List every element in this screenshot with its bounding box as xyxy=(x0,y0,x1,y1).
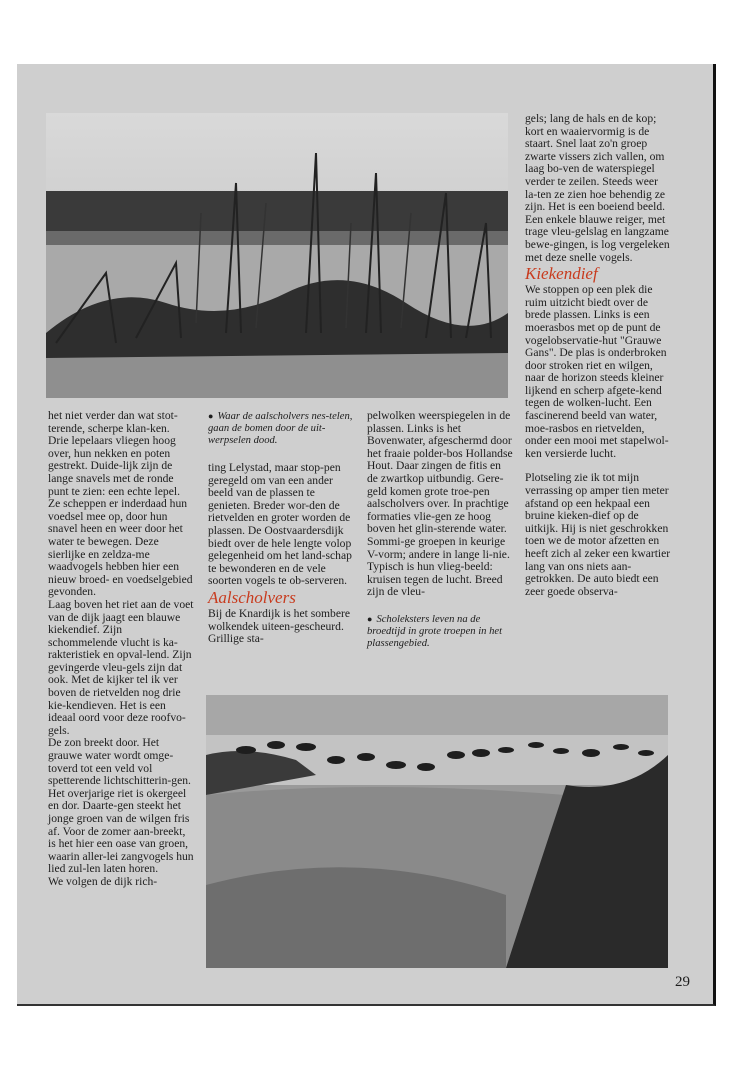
photo-oystercatchers xyxy=(206,695,668,968)
photo-reeds-trees xyxy=(46,113,508,398)
paragraph: het niet verder dan wat stot-terende, scherpe klan-ken. xyxy=(48,409,178,435)
paragraph: De zon breekt door. Het grauwe water wordt omge-toverd tot een veld vol spetterende lichtschitterin-gen. Het overjarige riet is okergeel en dor. Daarte-gen steekt het jonge groen van de wilgen fris af. Voor de zomer aan-breekt, is het hier een oase van groen, waarin aller-lei zangvogels hun lied zul-len laten horen. xyxy=(48,736,194,876)
page-number: 29 xyxy=(675,974,690,990)
text-column-3 xyxy=(367,410,513,650)
text-column-1 xyxy=(48,410,194,889)
bullet-icon: ● xyxy=(208,411,214,421)
paragraph: gels; lang de hals en de kop; kort en waaiervormig is de staart. Snel laat zo'n groep zwarte vissers zich vallen, om laag bo-ven de waterspiegel verder te zeilen. Steeds weer la-ten ze zien hoe behendig ze zijn. Het is een boeiend beeld. Een enkele blauwe reiger, met trage vleu-gelslag en langzame bewe-gingen, is log vergeleken met deze snelle vogels. xyxy=(525,112,670,264)
photo-caption-top xyxy=(208,410,354,447)
photo-reeds-trees-image xyxy=(46,113,508,398)
section-heading-kiekendief: Kiekendief xyxy=(525,264,598,284)
caption-text: Waar de aalscholvers nes-telen, gaan de bomen door de uit-werpselen dood. xyxy=(208,411,353,446)
paragraph: Drie lepelaars vliegen hoog over, hun nekken en poten gestrekt. Duide-lijk zijn de lange snavels met de ronde punt te zien: een echte lepel. Ze scheppen er inderdaad hun voedsel mee op, door hun snavel heen en weer door het water te bewegen. Deze sierlijke en zeldza-me waadvogels hebben hier een nieuw broed- en voedselgebied gevonden. xyxy=(48,434,193,599)
text-column-2 xyxy=(208,410,354,646)
paragraph: Plotseling zie ik tot mijn verrassing op amper tien meter afstand op een hekpaal een bruine kieken-dief op de uitkijk. Hij is niet geschrokken toen we de motor afzetten en heeft zich al zeker een kwartier lang van ons niets aan-getrokken. De auto biedt een zeer goede observa- xyxy=(525,471,671,598)
paragraph: We volgen de dijk rich- xyxy=(48,874,158,888)
photo-oystercatchers-image xyxy=(206,695,668,968)
photo-caption-bottom xyxy=(367,613,513,650)
text-column-4 xyxy=(525,113,671,598)
bullet-icon: ● xyxy=(367,613,373,624)
caption-text: Scholeksters leven na de broedtijd in grote troepen in het plassengebied. xyxy=(367,613,503,649)
paragraph: ting Lelystad, maar stop-pen geregeld om van een ander beeld van de plassen te genieten. Breder wor-den de rietvelden en groter worden de plassen. De Oostvaardersdijk biedt over de hele lengte volop gelegenheid om het land-schap te bewonderen en de vele soorten vogels te ob-serveren. xyxy=(208,461,352,588)
section-heading-aalscholvers: Aalscholvers xyxy=(208,587,296,607)
paragraph: Laag boven het riet aan de voet van de dijk jaagt een blauwe kiekendief. Zijn schommelende vlucht is ka-rakteristiek en opval-lend. Zijn gevingerde vleu-gels zijn dat ook. Met de kijker tel ik ver boven de rietvelden nog drie kie-kendieven. Het is een ideaal oord voor deze roofvo-gels. xyxy=(48,597,194,737)
paragraph: We stoppen op een plek die ruim uitzicht biedt over de brede plassen. Links is een moerasbos met op de punt de vogelobservatie-hut "Grauwe Gans". De plas is onderbroken door stroken riet en wilgen, naar de horizon steeds kleiner lijkend en scherp afgete-kend tegen de wolken-lucht. Een fascinerend beeld van water, moe-rasbos en rietvelden, onder een mooi met stapelwol-ken versierde lucht. xyxy=(525,283,669,460)
paragraph: Bij de Knardijk is het sombere wolkendek uiteen-gescheurd. Grillige sta- xyxy=(208,606,350,646)
paragraph: pelwolken weerspiegelen in de plassen. Links is het Bovenwater, afgeschermd door het fraaie polder-bos Hollandse Hout. Daar zingen de fitis en de zwartkop uitbundig. Gere-geld komen grote troe-pen aalscholvers over. In prachtige formaties vlie-gen ze hoog boven het glin-sterende water. Sommi-ge groepen in keurige V-vorm; andere in lange li-nie. Typisch is hun vlieg-beeld: kruisen tegen de lucht. Breed zijn de vleu- xyxy=(367,409,513,599)
